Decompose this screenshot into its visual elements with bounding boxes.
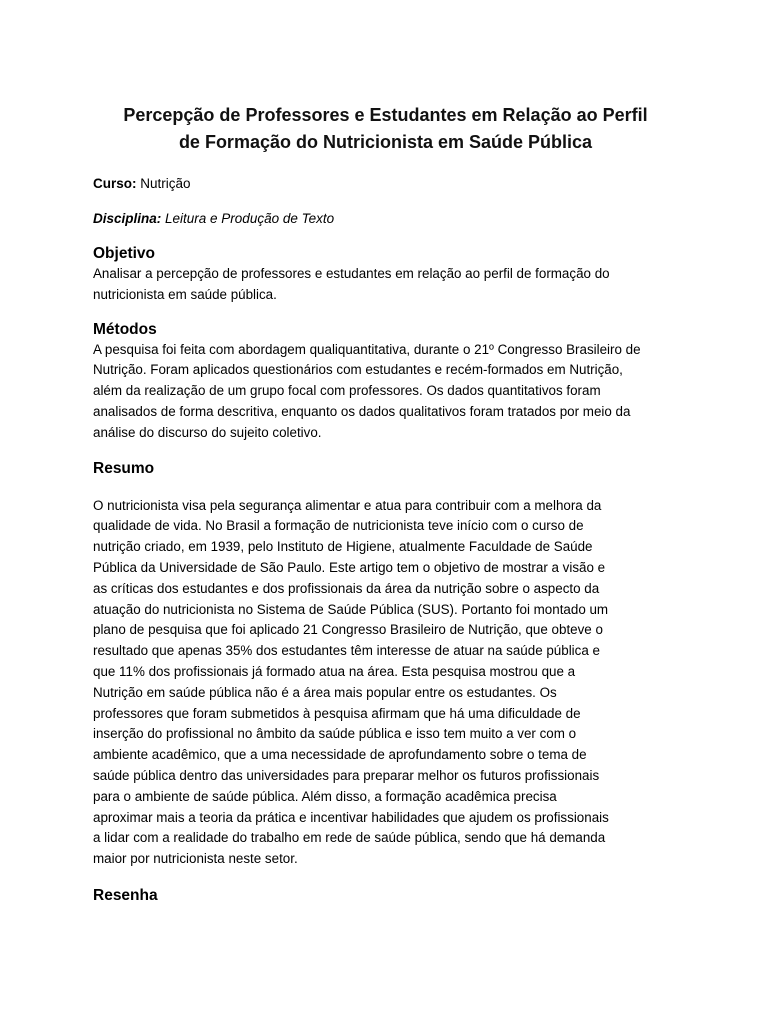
paragraph-line: maior por nutricionista neste setor. bbox=[93, 851, 298, 867]
objetivo-heading: Objetivo bbox=[93, 245, 156, 262]
objetivo-paragraph bbox=[93, 264, 678, 306]
paragraph-line: resultado que apenas 35% dos estudantes têm interesse de atuar na saúde pública e bbox=[93, 643, 600, 659]
document-title bbox=[93, 102, 678, 156]
paragraph-line: Nutrição. Foram aplicados questionários com estudantes e recém-formados em Nutrição, bbox=[93, 362, 623, 378]
paragraph-line: ambiente acadêmico, que a uma necessidade de aprofundamento sobre o tema de bbox=[93, 747, 587, 763]
paragraph-line: Pública da Universidade de São Paulo. Este artigo tem o objetivo de mostrar a visão e bbox=[93, 559, 606, 575]
paragraph-line: atuação do nutricionista no Sistema de Saúde Pública (SUS). Portanto foi montado um bbox=[93, 601, 609, 617]
discipline-label: Disciplina: bbox=[93, 211, 162, 226]
paragraph-line: inserção do profissional no âmbito da saúde pública e isso tem muito a ver com o bbox=[93, 726, 577, 742]
document-page bbox=[93, 0, 678, 906]
paragraph-line: além da realização de um grupo focal com professores. Os dados quantitativos foram bbox=[93, 383, 601, 399]
paragraph-line: qualidade de vida. No Brasil a formação de nutricionista teve início com o curso de bbox=[93, 518, 584, 534]
discipline-value: Leitura e Produção de Texto bbox=[161, 211, 335, 226]
paragraph-line: aproximar mais a teoria da prática e incentivar habilidades que ajudem os profissionais bbox=[93, 809, 609, 825]
paragraph-line: a lidar com a realidade do trabalho em rede de saúde pública, sendo que há demanda bbox=[93, 830, 606, 846]
metodos-paragraph bbox=[93, 340, 678, 444]
resumo-heading: Resumo bbox=[93, 459, 155, 477]
course-label: Curso: bbox=[93, 176, 137, 191]
paragraph-line: nutricionista em saúde pública. bbox=[93, 286, 277, 302]
paragraph-line: saúde pública dentro das universidades para preparar melhor os futuros profissionais bbox=[93, 767, 600, 783]
paragraph-line: analisados de forma descritiva, enquanto os dados qualitativos foram tratados por meio da bbox=[93, 403, 631, 419]
title-line: Percepção de Professores e Estudantes em Relação ao Perfil bbox=[123, 105, 648, 125]
paragraph-line: Analisar a percepção de professores e estudantes em relação ao perfil de formação do bbox=[93, 266, 610, 281]
paragraph-line: as críticas dos estudantes e dos profissionais da área da nutrição sobre o aspecto da bbox=[93, 580, 600, 596]
paragraph-line: nutrição criado, em 1939, pelo Instituto de Higiene, atualmente Faculdade de Saúde bbox=[93, 539, 593, 555]
paragraph-line: O nutricionista visa pela segurança alimentar e atua para contribuir com a melhora da bbox=[93, 497, 602, 513]
metodos-heading: Métodos bbox=[93, 320, 157, 338]
paragraph-line: Nutrição em saúde pública não é a área mais popular entre os estudantes. Os bbox=[93, 684, 557, 700]
paragraph-line: análise do discurso do sujeito coletivo. bbox=[93, 424, 322, 440]
paragraph-line: que 11% dos profissionais já formado atua na área. Esta pesquisa mostrou que a bbox=[93, 663, 576, 679]
paragraph-line: plano de pesquisa que foi aplicado 21 Congresso Brasileiro de Nutrição, que obteve o bbox=[93, 622, 603, 638]
paragraph-line: professores que foram submetidos à pesquisa afirmam que há uma dificuldade de bbox=[93, 705, 581, 721]
discipline-line bbox=[93, 210, 678, 228]
paragraph-line: para o ambiente de saúde pública. Além disso, a formação acadêmica precisa bbox=[93, 788, 557, 804]
resenha-heading: Resenha bbox=[93, 886, 158, 904]
course-value: Nutrição bbox=[136, 176, 191, 191]
course-line bbox=[93, 175, 678, 193]
paragraph-line: A pesquisa foi feita com abordagem qualiquantitativa, durante o 21º Congresso Brasileiro de bbox=[93, 341, 641, 357]
resumo-paragraph bbox=[93, 496, 678, 870]
title-line: de Formação do Nutricionista em Saúde Pública bbox=[178, 132, 593, 152]
